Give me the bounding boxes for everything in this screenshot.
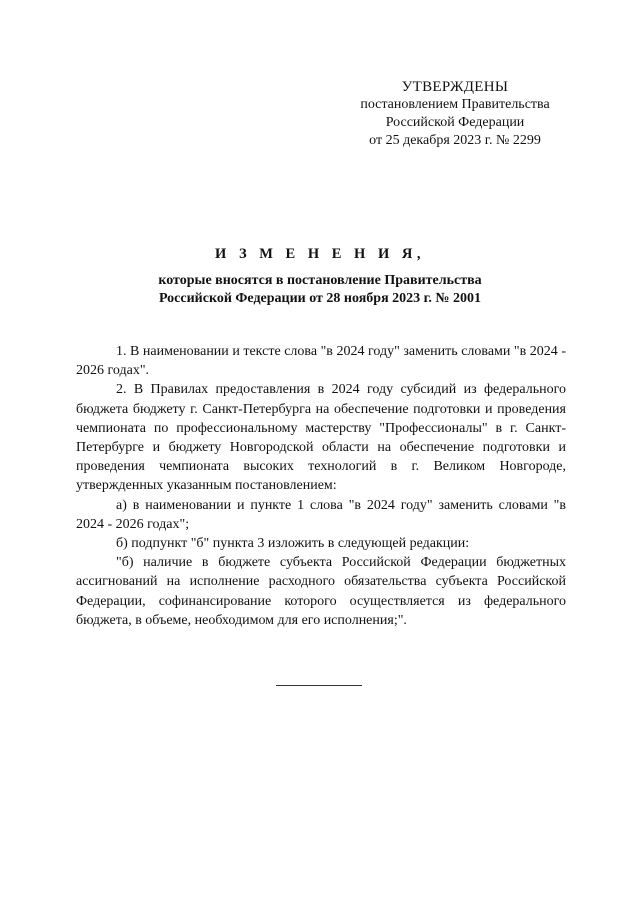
end-separator-line xyxy=(276,685,362,686)
paragraph-item-2: 2. В Правилах предоставления в 2024 году субсидий из федерального бюджета бюджету г. Санкт-Петербурга на обеспечение подготовки и проведения чемпионата по профессиональному мастерству "Профессионалы" в г. Санкт-Петербурге и бюджету Новгородской области на обеспечение подготовки и проведения чемпионата высоких технологий в г. Великом Новгороде, утвержденных указанным постановлением: xyxy=(76,382,566,494)
document-subtitle xyxy=(60,272,580,308)
subtitle-line-2: Российской Федерации от 28 ноября 2023 г. № 2001 xyxy=(158,291,482,306)
approval-line-date: от 25 декабря 2023 г. № 2299 xyxy=(369,133,541,148)
approval-line-decree: постановлением Правительства xyxy=(360,97,550,112)
paragraph-item-1: 1. В наименовании и тексте слова "в 2024 году" заменить словами "в 2024 - 2026 годах". xyxy=(76,344,566,379)
approval-line-government: Российской Федерации xyxy=(385,115,525,130)
paragraph-quoted-text: "б) наличие в бюджете субъекта Российской Федерации бюджетных ассигнований на исполнение расходного обязательства субъекта Российской Федерации, софинансирование которого осуществляется из федерального бюджета, в объеме, необходимом для его исполнения;". xyxy=(76,555,566,628)
paragraph-subitem-a: а) в наименовании и пункте 1 слова "в 2024 году" заменить словами "в 2024 - 2026 годах"; xyxy=(76,497,566,532)
document-title: И З М Е Н Е Н И Я, xyxy=(215,246,425,262)
approval-title: УТВЕРЖДЕНЫ xyxy=(401,79,509,95)
subtitle-line-1: которые вносятся в постановление Правительства xyxy=(158,273,482,288)
paragraph-subitem-b: б) подпункт "б" пункта 3 изложить в следующей редакции: xyxy=(116,536,470,552)
approval-stamp xyxy=(340,78,570,150)
document-body xyxy=(76,342,566,630)
